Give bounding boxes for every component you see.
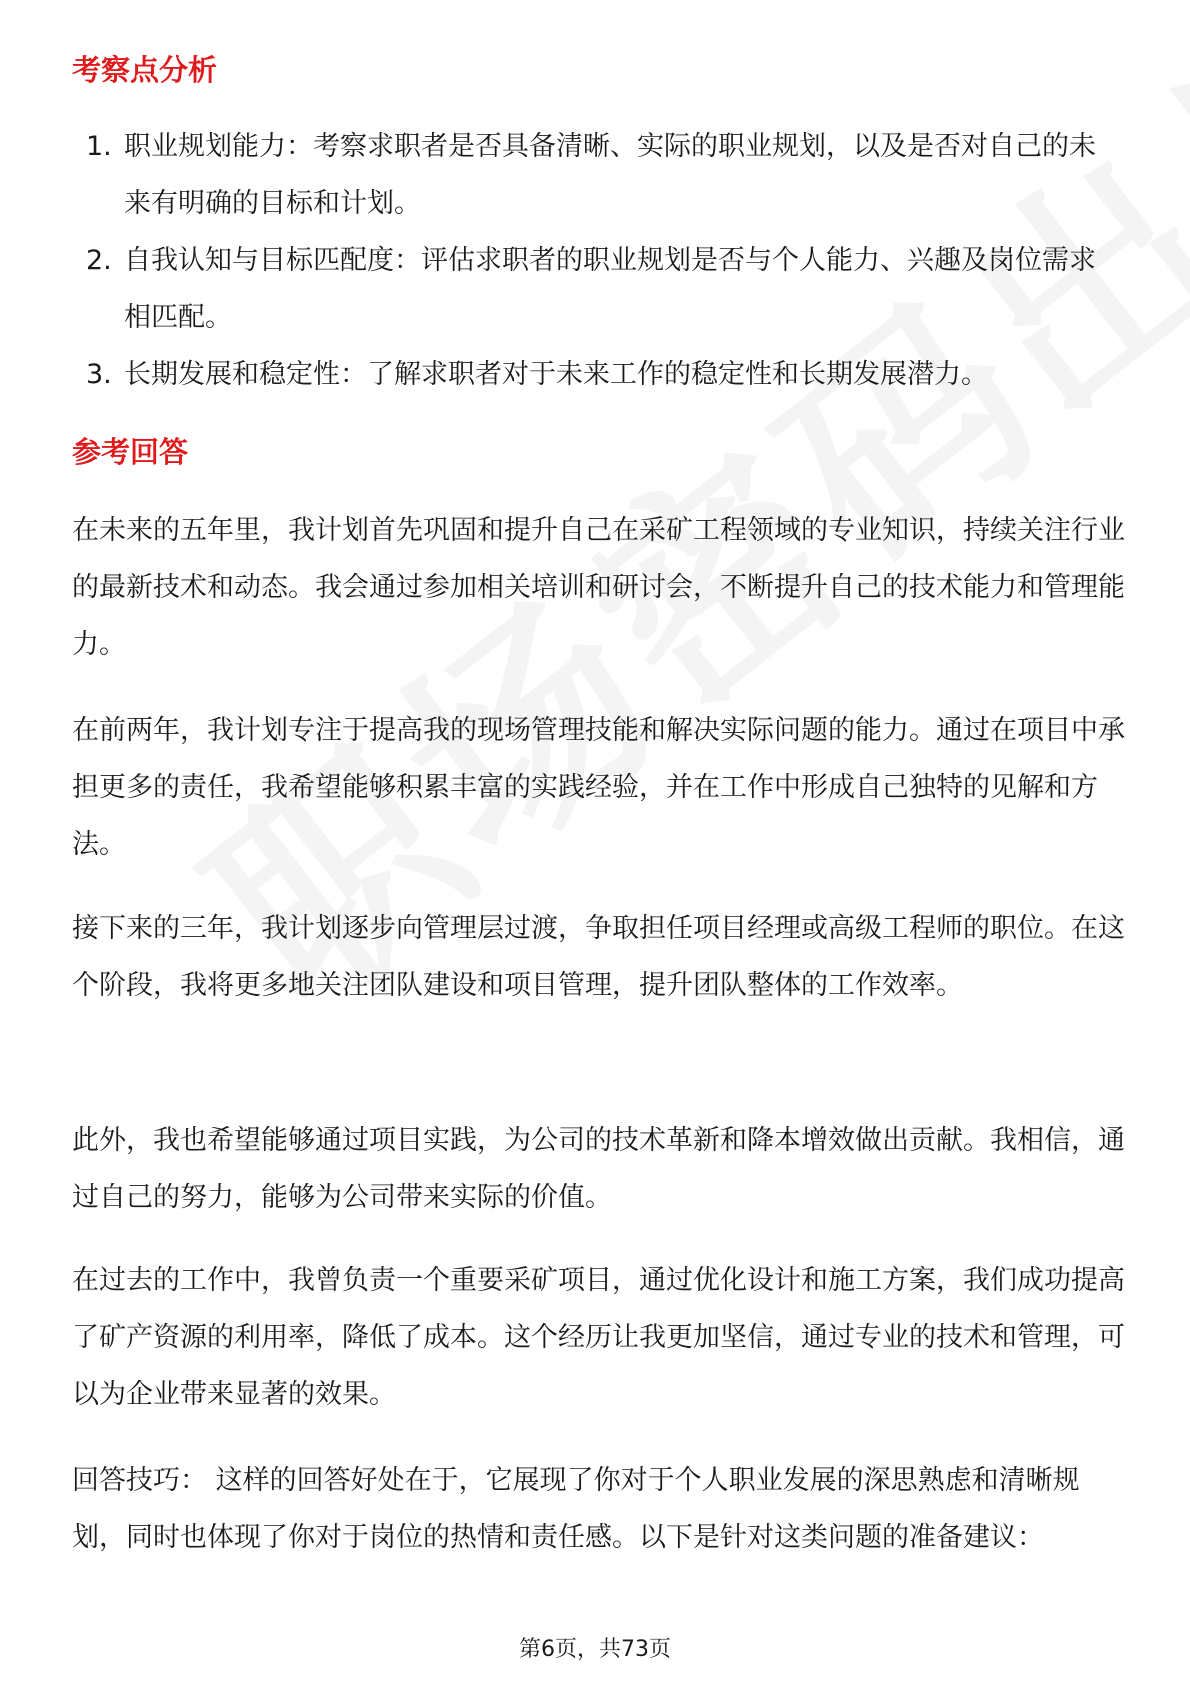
list-item xyxy=(72,118,1122,232)
answer-tips-paragraph: 回答技巧： 这样的回答好处在于，它展现了你对于个人职业发展的深思熟虑和清晰规划，同时也体现了你对于岗位的热情和责任感。以下是针对这类问题的准备建议： xyxy=(72,1465,1080,1553)
answer-paragraph: 接下来的三年，我计划逐步向管理层过渡，争取担任项目经理或高级工程师的职位。在这个阶段，我将更多地关注团队建设和项目管理，提升团队整体的工作效率。 xyxy=(72,913,1125,1001)
answer-paragraph: 在过去的工作中，我曾负责一个重要采矿项目，通过优化设计和施工方案，我们成功提高了矿产资源的利用率，降低了成本。这个经历让我更加坚信，通过专业的技术和管理，可以为企业带来显著的效果。 xyxy=(72,1265,1125,1410)
section-heading-analysis: 考察点分析 xyxy=(72,53,218,87)
list-item-text: 职业规划能力：考察求职者是否具备清晰、实际的职业规划，以及是否对自己的未来有明确的目标和计划。 xyxy=(124,131,1096,219)
list-item xyxy=(72,346,1122,403)
list-item xyxy=(72,232,1122,346)
answer-paragraph: 此外，我也希望能够通过项目实践，为公司的技术革新和降本增效做出贡献。我相信，通过自己的努力，能够为公司带来实际的价值。 xyxy=(72,1125,1125,1213)
answer-paragraph: 在前两年，我计划专注于提高我的现场管理技能和解决实际问题的能力。通过在项目中承担更多的责任，我希望能够积累丰富的实践经验，并在工作中形成自己独特的见解和方法。 xyxy=(72,715,1125,860)
page-number-footer: 第6页，共73页 xyxy=(519,1637,671,1662)
list-number: 1. xyxy=(86,131,112,162)
section-heading-answer: 参考回答 xyxy=(72,435,189,469)
list-number: 3. xyxy=(86,359,112,390)
list-item-text: 长期发展和稳定性：了解求职者对于未来工作的稳定性和长期发展潜力。 xyxy=(124,359,988,390)
analysis-list xyxy=(72,118,1122,403)
answer-paragraph: 在未来的五年里，我计划首先巩固和提升自己在采矿工程领域的专业知识，持续关注行业的最新技术和动态。我会通过参加相关培训和研讨会，不断提升自己的技术能力和管理能力。 xyxy=(72,515,1125,660)
list-number: 2. xyxy=(86,245,112,276)
list-item-text: 自我认知与目标匹配度：评估求职者的职业规划是否与个人能力、兴趣及岗位需求相匹配。 xyxy=(124,245,1096,333)
